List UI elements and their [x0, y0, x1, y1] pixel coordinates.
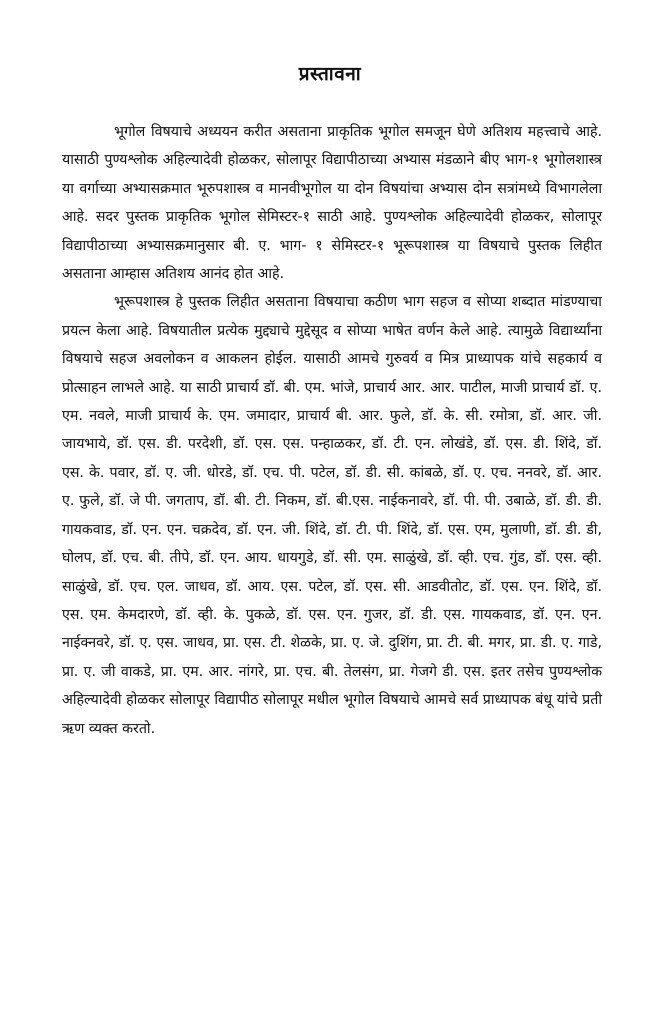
paragraph-acknowledgements: भूरूपशास्त्र हे पुस्तक लिहीत असताना विषयाचा कठीण भाग सहज व सोप्या शब्दात मांडण्याचा प्रयत्न केला आहे. विषयातील प्रत्येक मुद्द्याचे मुद्देसूद व सोप्या भाषेत वर्णन केले आहे. त्यामुळे विद्यार्थ्यांना विषयाचे सहज अवलोकन व आकलन होईल. यासाठी आमचे गुरुवर्य व मित्र प्राध्यापक यांचे सहकार्य व प्रोत्साहन लाभले आहे. या साठी प्राचार्य डॉ. बी. एम. भांजे, प्राचार्य आर. आर. पाटील, माजी प्राचार्य डॉ. ए. एम. नवले, माजी प्राचार्य के. एम. जमादार, प्राचार्य बी. आर. फुले, डॉ. के. सी. रमोत्रा, डॉ. आर. जी. जायभाये, डॉ. एस. डी. परदेशी, डॉ. एस. एस. पन्हाळकर, डॉ. टी. एन. लोखंडे, डॉ. एस. डी. शिंदे, डॉ. एस. के. पवार, डॉ. ए. जी. धोरडे, डॉ. एच. पी. पटेल, डॉ. डी. सी. कांबळे, डॉ. ए. एच. ननवरे, डॉ. आर. ए. फुले, डॉ. जे पी. जगताप, डॉ. बी. टी. निकम, डॉ. बी.एस. नाईकनावरे, डॉ. पी. पी. उबाळे, डॉ. डी. डी. गायकवाड, डॉ. एन. एन. चक्रदेव, डॉ. एन. जी. शिंदे, डॉ. टी. पी. शिंदे, डॉ. एस. एम, मुलाणी, डॉ. डी. डी, घोलप, डॉ. एच. बी. तीपे, डॉ. एन. आय. धायगुडे, डॉ. सी. एम. साळुंखे, डॉ. व्ही. एच. गुंड, डॉ. एस. व्ही. साळुंखे, डॉ. एच. एल. जाधव, डॉ. आय. एस. पटेल, डॉ. एस. सी. आडवीतोट, डॉ. एस. एन. शिंदे, डॉ. एस. एम. केमदारणे, डॉ. व्ही. के. पुकळे, डॉ. एस. एन. गुजर, डॉ. डी. एस. गायकवाड, डॉ. एन. एन. नाईक्नवरे, डॉ. ए. एस. जाधव, प्रा. एस. टी. शेळके, प्रा. ए. जे. दुशिंग, प्रा. टी. बी. मगर, प्रा. डी. ए. गाडे, प्रा. ए. जी वाकडे, प्रा. एम. आर. नांगरे, प्रा. एच. बी. तेलसंग, प्रा. गेजगे डी. एस. इतर तसेच पुण्यश्लोक अहिल्यादेवी होळकर सोलापूर विद्यापीठ सोलापूर मधील भूगोल विषयाचे आमचे सर्व प्राध्यापक बंधू यांचे प्रती ऋण व्यक्त करतो.: [62, 294, 602, 737]
paragraph-introduction: भूगोल विषयाचे अध्ययन करीत असताना प्राकृतिक भूगोल समजून घेणे अतिशय महत्त्वाचे आहे. यासाठी पुण्यश्लोक अहिल्यादेवी होळकर, सोलापूर विद्यापीठाच्या अभ्यास मंडळाने बीए भाग-१ भूगोलशास्त्र या वर्गाच्या अभ्यासक्रमात भूरुपशास्त्र व मानवीभूगोल या दोन विषयांचा अभ्यास दोन सत्रांमध्ये विभागलेला आहे. सदर पुस्तक प्राकृतिक भूगोल सेमिस्टर-१ साठी आहे. पुण्यश्लोक अहिल्यादेवी होळकर, सोलापूर विद्यापीठाच्या अभ्यासक्रमानुसार बी. ए. भाग- १ सेमिस्टर-१ भूरूपशास्त्र या विषयाचे पुस्तक लिहीत असताना आम्हास अतिशय आनंद होत आहे.: [62, 124, 602, 283]
document-body: [62, 118, 602, 743]
page-title: प्रस्तावना: [298, 63, 362, 85]
